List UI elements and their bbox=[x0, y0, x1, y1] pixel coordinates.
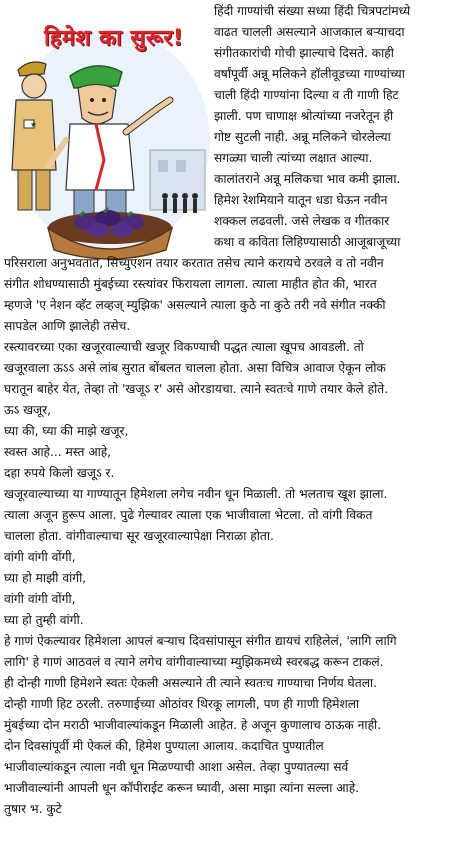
text-line: मुंबईच्या दोन मराठी भाजीवाल्यांकडून मिळाली आहेत. हे अजून कुणालाच ठाऊक नाही. bbox=[4, 718, 382, 732]
text-line: म्हणजे 'ए नेशन व्हॅट लव्हज् म्युझिक' असल्याने त्याला कुठे ना कुठे तरी नवे संगीत नक्की bbox=[4, 298, 386, 312]
song-line: दहा रुपये किलो खजूऽ र. bbox=[4, 466, 115, 480]
text-line: वाढत चालली असल्याने आजकाल बऱ्याचदा bbox=[214, 25, 405, 39]
text-line: सगळ्या चाली त्यांच्या लक्षात आल्या. bbox=[214, 151, 373, 165]
text-line: लागि' हे गाणं आठवलं व त्याने लगेच वांगीवाल्याच्या म्युझिकमध्ये स्वरबद्ध करून टाकलं. bbox=[4, 655, 384, 669]
text-line: भाजीवाल्यांकडून त्याला नवी धून मिळण्याची आशा असेल. तेव्हा पुण्यातल्या सर्व bbox=[4, 760, 349, 774]
song-line: स्वस्त आहे... मस्त आहे, bbox=[4, 445, 112, 459]
text-line: हे गाणं ऐकल्यावर हिमेशला आपलं बऱ्याच दिवसांपासून संगीत द्यायचं राहिलेलं, 'लागि लागि bbox=[4, 634, 397, 648]
text-line: चाली हिंदी गाण्यांना दिल्या व ती गाणी हिट bbox=[214, 88, 399, 102]
song-line: ऊऽ खजूर, bbox=[4, 403, 52, 417]
text-line: दोन दिवसांपूर्वी मी ऐकलं की, हिमेश पुण्याला आलाय. कदाचित पुण्यातील bbox=[4, 739, 324, 753]
text-line: कथा व कविता लिहिण्यासाठी आजूबाजूच्या bbox=[214, 235, 401, 249]
text-line: गोष्ट सुटली नाही. अन्नू मलिकने चोरलेल्या bbox=[214, 130, 391, 144]
text-line: कालांतराने अन्नू मलिकचा भाव कमी झाला. bbox=[214, 172, 401, 186]
article-title: हिमेश का सुरूर! bbox=[44, 26, 184, 51]
text-line: त्याला अजून हुरूप आला. पुढे गेल्यावर त्याला एक भाजीवाला भेटला. तो वांगी विकत bbox=[4, 508, 373, 522]
text-line: रस्त्यावरच्या एका खजूरवाल्याची खजूर विकण्याची पद्धत त्याला खूपच आवडली. तो bbox=[4, 340, 364, 354]
text-line: हिमेश रेशमियाने यातून धडा घेऊन नवीन bbox=[214, 193, 388, 207]
song-line: घ्या हो तुम्ही वांगी. bbox=[4, 613, 84, 627]
text-line: झाली. पण चाणाक्ष श्रोत्यांच्या नजरेतून ही bbox=[214, 109, 394, 123]
text-line: घरातून बाहेर येत, तेव्हा तो 'खजूऽ र' असे ओरडायचा. त्याने स्वतःचे गाणे तयार केले होते. bbox=[4, 382, 389, 396]
text-line: ही दोन्ही गाणी हिमेशने स्वतः ऐकली असल्याने ती त्याने स्वतःच गाण्याचा निर्णय घेतला. bbox=[4, 676, 377, 690]
text-line: हिंदी गाण्यांची संख्या सध्या हिंदी चित्रपटांमध्ये bbox=[214, 4, 411, 18]
song-line: घ्या हो माझी वांगी, bbox=[4, 571, 87, 585]
svg-text:★: ★ bbox=[30, 120, 38, 129]
text-line: सापडेल आणि झालेही तसेच. bbox=[4, 319, 131, 333]
song-line: घ्या की, घ्या की माझे खजूर, bbox=[4, 424, 129, 438]
text-line: भाजीवाल्यांनी आपली धून कॉपीराईट करून घ्यावी, असा माझा त्यांना सल्ला आहे. bbox=[4, 781, 360, 795]
text-line: परिसराला अनुभवतात, सिच्युएशन तयार करतात तसेच त्याने करायचे ठरवले व तो नवीन bbox=[4, 256, 384, 270]
text-line: शक्कल लढवली. जसे लेखक व गीतकार bbox=[214, 214, 390, 228]
song-line: वांगी वांगी वोंगी, bbox=[4, 550, 76, 564]
author-signature: तुषार भ. कुटे bbox=[4, 802, 62, 816]
song-line: वांगी वांगी वोंगी, bbox=[4, 592, 76, 606]
text-line: संगीतकारांची गोची झाल्याचे दिसते. काही bbox=[214, 46, 394, 60]
text-line: चालला होता. वांगीवाल्याचा सूर खजूरवाल्यापेक्षा निराळा होता. bbox=[4, 529, 274, 543]
text-line: खजूरवाला ऊऽऽ असे लांब सुरात बोंबलत चालला होता. असा विचित्र आवाज ऐकून लोक bbox=[4, 361, 386, 375]
text-line: संगीत शोधण्यासाठी मुंबईच्या रस्त्यांवर फिरायला लागला. त्याला माहीत होत की, भारत bbox=[4, 277, 377, 291]
text-line: खजूरवाल्याच्या या गाण्यातून हिमेशला लगेच नवीन धून मिळाली. तो भलताच खूश झाला. bbox=[4, 487, 388, 501]
text-line: वर्षांपूर्वी अन्नू मलिकने हॉलीवूडच्या गाण्यांच्या bbox=[214, 67, 405, 81]
text-line: दोन्ही गाणी हिट ठरली. तरुणाईच्या ओठांवर थिरकू लागली, पण ही गाणी हिमेशला bbox=[4, 697, 360, 711]
